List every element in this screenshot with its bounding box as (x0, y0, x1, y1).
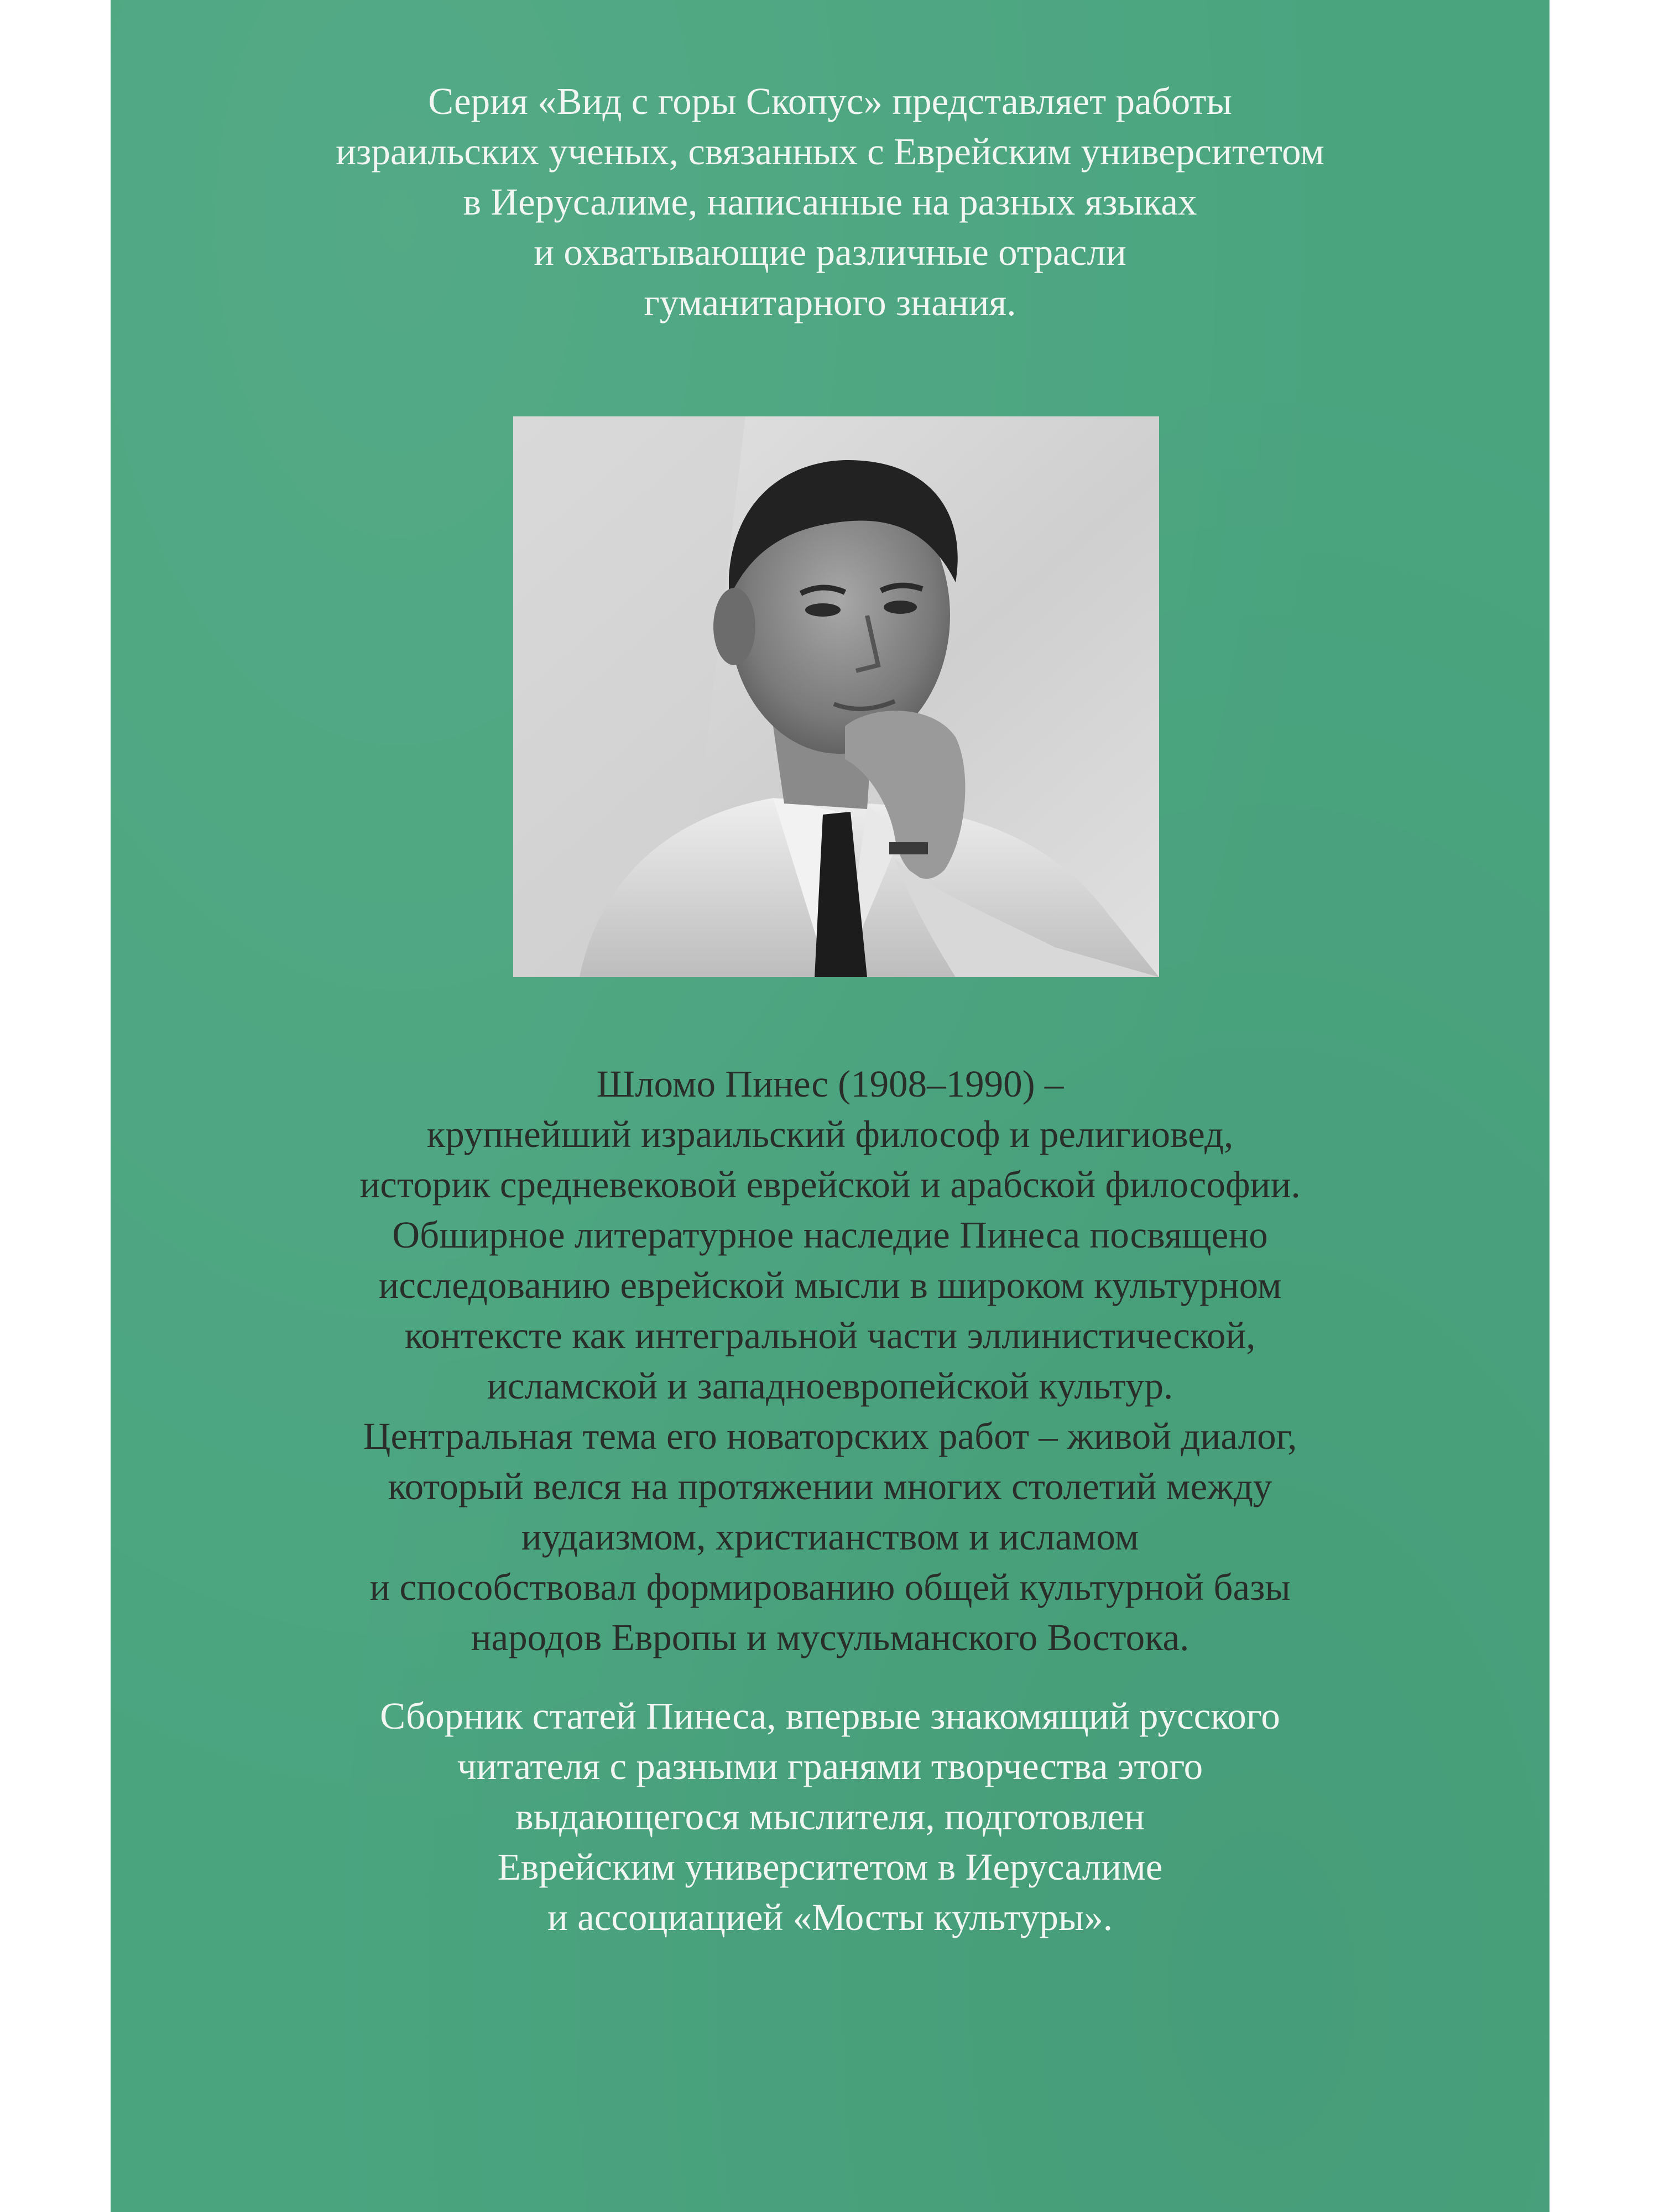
series-line: Серия «Вид с горы Скопус» представляет работы (428, 80, 1232, 122)
series-description (111, 76, 1550, 328)
author-portrait-photo-icon (513, 416, 1159, 977)
bio-line: контексте как интегральной части эллинистической, (404, 1314, 1256, 1357)
collection-description (111, 1691, 1550, 1943)
bio-line: иудаизмом, христианством и исламом (521, 1516, 1139, 1558)
bio-line: исламской и западноевропейской культур. (487, 1365, 1173, 1407)
series-line: и охватывающие различные отрасли (534, 231, 1126, 273)
bio-line: Обширное литературное наследие Пинеса посвящено (392, 1214, 1268, 1256)
collection-line: читателя с разными гранями творчества этого (457, 1745, 1203, 1787)
bio-line: и способствовал формированию общей культурной базы (369, 1566, 1291, 1608)
bio-line: историк средневековой еврейской и арабской философии. (359, 1164, 1301, 1206)
author-biography (111, 1059, 1550, 1663)
collection-line: Еврейским университетом в Иерусалиме (497, 1846, 1163, 1888)
collection-line: выдающегося мыслителя, подготовлен (515, 1796, 1145, 1838)
series-line: в Иерусалиме, написанные на разных языках (463, 181, 1197, 223)
series-line: израильских ученых, связанных с Еврейским университетом (336, 131, 1324, 173)
bio-line: который велся на протяжении многих столетий между (388, 1465, 1272, 1507)
series-line: гуманитарного знания. (644, 281, 1016, 324)
bio-line: исследованию еврейской мысли в широком культурном (378, 1264, 1282, 1306)
bio-line: Шломо Пинес (1908–1990) – (596, 1063, 1064, 1105)
author-portrait (513, 416, 1159, 977)
bio-line: народов Европы и мусульманского Востока. (471, 1616, 1190, 1658)
bio-line: крупнейший израильский философ и религиовед, (426, 1113, 1234, 1155)
book-back-cover (111, 0, 1550, 2212)
collection-line: и ассоциацией «Мосты культуры». (547, 1896, 1113, 1938)
collection-line: Сборник статей Пинеса, впервые знакомящий русского (380, 1695, 1280, 1737)
bio-line: Центральная тема его новаторских работ – живой диалог, (363, 1415, 1297, 1457)
